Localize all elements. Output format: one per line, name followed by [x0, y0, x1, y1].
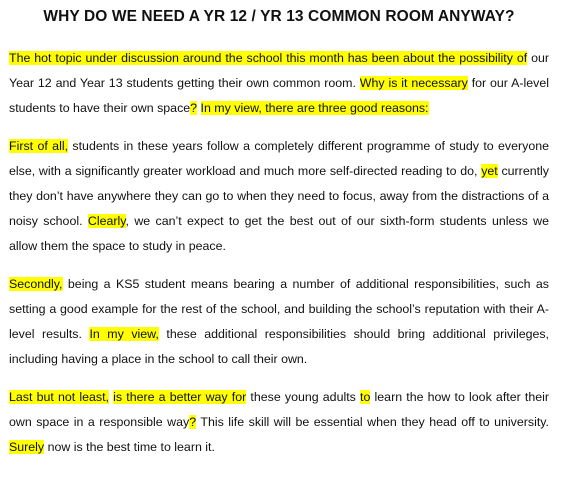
highlighted-text: ?: [189, 415, 197, 429]
body-text: our Year 12 and Year 13 students getting their own common room.: [9, 51, 549, 90]
paragraph-4: [9, 385, 549, 460]
paragraph-2: [9, 134, 549, 259]
body-text: now is the best time to learn it.: [44, 440, 215, 454]
body-text: these young adults: [246, 390, 361, 404]
body-text: for our A-level students to have their own space: [9, 76, 549, 115]
highlighted-text: is there a better way for: [113, 390, 247, 404]
body-text: This life skill will be essential when they head off to university.: [196, 415, 549, 429]
paragraph-1: [9, 46, 549, 121]
highlighted-text: ?: [190, 101, 198, 115]
highlighted-text: First of all,: [9, 139, 69, 153]
highlighted-text: The hot topic under discussion around the school this month has been about the possibility of: [9, 51, 528, 65]
highlighted-text: In my view,: [89, 327, 159, 341]
highlighted-text: Last but not least,: [9, 390, 109, 404]
highlighted-text: In my view, there are three good reasons:: [200, 101, 429, 115]
highlighted-text: to: [360, 390, 371, 404]
highlighted-text: Secondly,: [9, 277, 63, 291]
document-body: [9, 46, 549, 460]
body-text: these additional responsibilities should bring additional privileges, including having a place in the school to call their own.: [9, 327, 550, 366]
body-text: learn the how to look after their own space in a responsible way: [9, 390, 549, 429]
document-title: WHY DO WE NEED A YR 12 / YR 13 COMMON ROOM ANYWAY?: [43, 8, 515, 25]
paragraph-3: [9, 272, 549, 372]
body-text: students in these years follow a completely different programme of study to everyone else, with a significantly greater workload and much more self-directed reading to do,: [9, 139, 549, 178]
body-text: being a KS5 student means bearing a number of additional responsibilities, such as setting a good example for the rest of the school, and building the school’s reputation with their A-level results.: [9, 277, 549, 341]
highlighted-text: yet: [481, 164, 498, 178]
body-text: currently they don’t have anywhere they can go to when they need to focus, away from the distractions of a noisy school.: [9, 164, 549, 228]
body-text: , we can’t expect to get the best out of our sixth-form students unless we allow them the space to study in peace.: [9, 214, 549, 253]
highlighted-text: Why is it necessary: [359, 76, 468, 90]
body-text: [197, 101, 200, 115]
highlighted-text: Surely: [9, 440, 45, 454]
highlighted-text: Clearly: [87, 214, 126, 228]
